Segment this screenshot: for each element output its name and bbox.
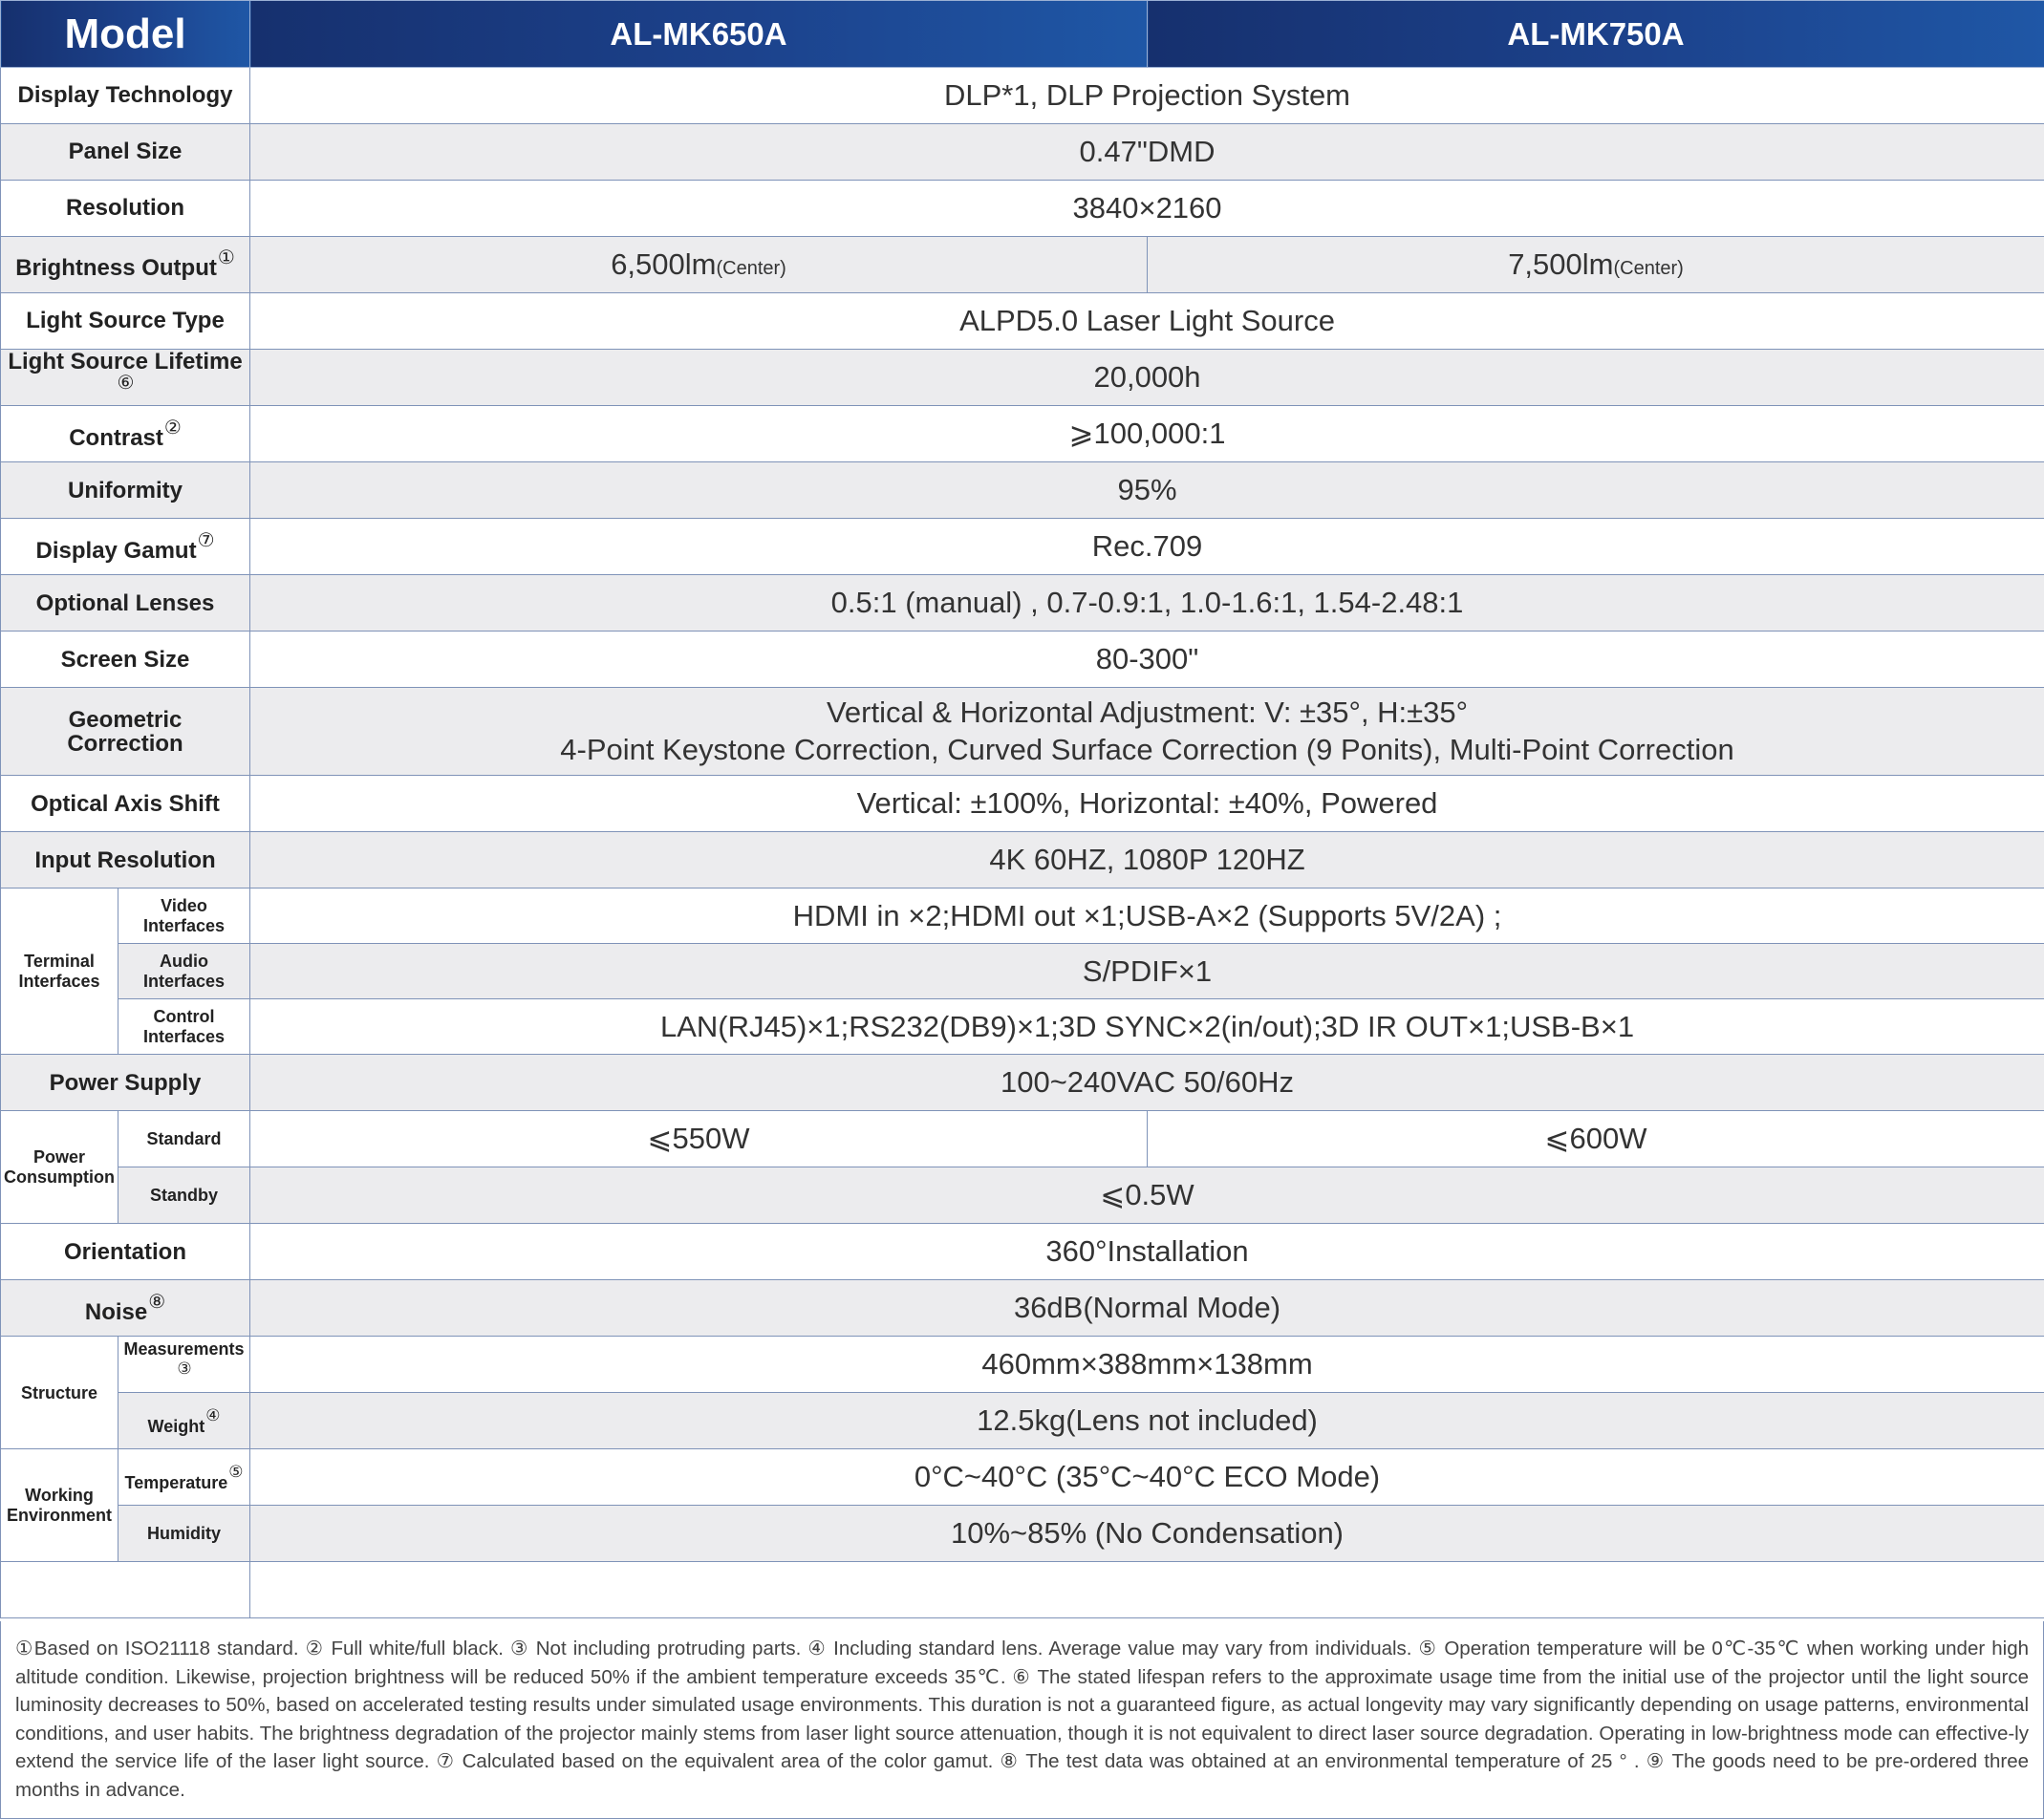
empty-cell	[1, 1562, 250, 1618]
row-value: 0.5:1 (manual) , 0.7-0.9:1, 1.0-1.6:1, 1.54-2.48:1	[250, 575, 2044, 632]
row-orientation	[1, 1224, 2044, 1280]
sub-label	[118, 944, 250, 999]
row-value: 460mm×388mm×138mm	[250, 1337, 2044, 1393]
group-label-power-consumption	[1, 1111, 118, 1224]
sub-label	[118, 1393, 250, 1449]
label-line-2: Consumption	[4, 1167, 115, 1187]
value-suffix: (Center)	[1613, 257, 1684, 279]
label-line-1: Control	[153, 1007, 215, 1027]
row-value: 20,000h	[250, 350, 2044, 406]
row-value: 10%~85% (No Condensation)	[250, 1506, 2044, 1562]
label-text: Contrast	[69, 424, 163, 451]
sub-label	[118, 889, 250, 944]
row-value: ⩾100,000:1	[250, 406, 2044, 462]
model-name-mk750a: AL-MK750A	[1148, 1, 2044, 68]
label-line-2: Environment	[6, 1505, 112, 1525]
row-optional-lenses	[1, 575, 2044, 632]
footnote-mark: ⑤	[228, 1462, 244, 1481]
row-value: 3840×2160	[250, 181, 2044, 237]
footnote-mark: ④	[205, 1405, 221, 1424]
row-label: Power Supply	[1, 1055, 250, 1111]
footnote-mark: ①	[217, 247, 235, 269]
row-value: ⩽0.5W	[250, 1167, 2044, 1224]
footnote-text: ①Based on ISO21118 standard. ② Full white/full black. ③ Not including protruding parts. ④ Including standard lens. Average value may vary from individuals. ⑤ Operation temperature will be 0℃-35℃ when working under high altitude condition. Likewise, projection brightness will be reduced 50% if the ambient temperature exceeds 35℃. ⑥ The stated lifespan refers to the approximate usage time from the initial use of the projector until the light source luminosity decreases to 50%, based on accelerated testing results under simulated usage environments. This duration is not a guaranteed figure, as actual longevity may vary significantly depending on usage patterns, environmental conditions, and user habits. The brightness degradation of the projector mainly stems from laser light source attenuation, though it is not equivalent to direct laser source degradation. Operating in low-brightness mode can effective-ly extend the service life of the laser light source. ⑦ Calculated based on the equivalent area of the color gamut. ⑧ The test data was obtained at an environmental temperature of 25 ° . ⑨ The goods need to be pre-ordered three months in advance.	[15, 1638, 2029, 1801]
row-geometric-correction	[1, 688, 2044, 776]
row-resolution	[1, 181, 2044, 237]
footnote-box	[0, 1621, 2044, 1819]
row-weight	[1, 1393, 2044, 1449]
group-label-structure: Structure	[1, 1337, 118, 1449]
row-panel-size	[1, 124, 2044, 181]
row-label	[1, 406, 250, 462]
label-text: Measurements	[123, 1339, 245, 1360]
brightness-value-mk750a	[1148, 237, 2044, 293]
row-label	[1, 237, 250, 293]
label-line-1: Video	[161, 896, 207, 916]
footnote-mark: ⑧	[148, 1291, 166, 1313]
row-light-source-type	[1, 293, 2044, 350]
power-value-mk750a: ⩽600W	[1148, 1111, 2044, 1167]
footnote-mark: ③	[177, 1359, 192, 1378]
row-measurements	[1, 1337, 2044, 1393]
header-row	[1, 1, 2044, 68]
label-line-2: Interfaces	[142, 1026, 226, 1046]
label-text: Temperature	[124, 1472, 228, 1492]
row-value: HDMI in ×2;HDMI out ×1;USB-A×2 (Supports 5V/2A) ;	[250, 889, 2044, 944]
footnote-mark: ②	[163, 417, 182, 439]
row-value: 360°Installation	[250, 1224, 2044, 1280]
label-line-2: Interfaces	[18, 971, 100, 991]
row-label: Screen Size	[1, 632, 250, 688]
row-value: Vertical: ±100%, Horizontal: ±40%, Powered	[250, 776, 2044, 832]
row-value: 80-300"	[250, 632, 2044, 688]
label-line-1: Working	[25, 1486, 94, 1506]
row-label	[1, 519, 250, 575]
footnote-mark: ⑦	[197, 529, 215, 551]
value-line-1: Vertical & Horizontal Adjustment: V: ±35°, H:±35°	[826, 696, 1469, 730]
row-value: LAN(RJ45)×1;RS232(DB9)×1;3D SYNC×2(in/out);3D IR OUT×1;USB-B×1	[250, 999, 2044, 1055]
row-label: Light Source Type	[1, 293, 250, 350]
row-label	[1, 350, 250, 406]
label-text: Light Source Lifetime	[8, 349, 243, 375]
label-line-1: Geometric	[68, 706, 183, 733]
row-light-source-lifetime	[1, 350, 2044, 406]
row-value: ALPD5.0 Laser Light Source	[250, 293, 2044, 350]
row-noise	[1, 1280, 2044, 1337]
row-value: 100~240VAC 50/60Hz	[250, 1055, 2044, 1111]
row-value: 36dB(Normal Mode)	[250, 1280, 2044, 1337]
row-label: Display Technology	[1, 68, 250, 124]
label-text: Noise	[84, 1298, 148, 1325]
row-value: 95%	[250, 462, 2044, 519]
sub-label: Humidity	[118, 1506, 250, 1562]
group-label-terminal-interfaces	[1, 889, 118, 1055]
value-suffix: (Center)	[716, 257, 786, 279]
label-line-2: Interfaces	[142, 915, 226, 935]
label-text: Weight	[147, 1416, 205, 1436]
row-label: Resolution	[1, 181, 250, 237]
value-text: 6,500lm	[611, 246, 717, 281]
label-line-1: Power	[32, 1147, 86, 1167]
brightness-value-mk650a	[250, 237, 1148, 293]
row-value	[250, 688, 2044, 776]
row-value: Rec.709	[250, 519, 2044, 575]
row-temperature	[1, 1449, 2044, 1506]
row-audio-interfaces	[1, 944, 2044, 999]
row-power-supply	[1, 1055, 2044, 1111]
label-line-2: Interfaces	[142, 971, 226, 991]
label-line-1: Audio	[160, 952, 208, 972]
row-input-resolution	[1, 832, 2044, 889]
row-power-standard	[1, 1111, 2044, 1167]
model-label: Model	[1, 1, 250, 68]
sub-label: Standby	[118, 1167, 250, 1224]
label-line-1: Terminal	[24, 952, 95, 972]
row-power-standby	[1, 1167, 2044, 1224]
row-empty	[1, 1562, 2044, 1618]
label-text: Display Gamut	[35, 537, 197, 564]
value-line-2: 4-Point Keystone Correction, Curved Surface Correction (9 Ponits), Multi-Point Correction	[560, 732, 1734, 766]
sub-label	[118, 1337, 250, 1393]
group-label-working-environment	[1, 1449, 118, 1562]
row-screen-size	[1, 632, 2044, 688]
row-brightness-output	[1, 237, 2044, 293]
sub-label: Standard	[118, 1111, 250, 1167]
row-label: Panel Size	[1, 124, 250, 181]
sub-label	[118, 999, 250, 1055]
row-display-technology	[1, 68, 2044, 124]
row-label	[1, 688, 250, 776]
power-value-mk650a: ⩽550W	[250, 1111, 1148, 1167]
row-label: Uniformity	[1, 462, 250, 519]
row-value: S/PDIF×1	[250, 944, 2044, 999]
label-text: Brightness Output	[15, 255, 217, 282]
row-control-interfaces	[1, 999, 2044, 1055]
row-humidity	[1, 1506, 2044, 1562]
row-label: Optional Lenses	[1, 575, 250, 632]
row-label: Orientation	[1, 1224, 250, 1280]
row-label: Input Resolution	[1, 832, 250, 889]
row-uniformity	[1, 462, 2044, 519]
row-value: DLP*1, DLP Projection System	[250, 68, 2044, 124]
row-value: 0°C~40°C (35°C~40°C ECO Mode)	[250, 1449, 2044, 1506]
row-value: 0.47"DMD	[250, 124, 2044, 181]
empty-cell	[250, 1562, 2044, 1618]
row-video-interfaces	[1, 889, 2044, 944]
row-label	[1, 1280, 250, 1337]
row-label: Optical Axis Shift	[1, 776, 250, 832]
row-optical-axis-shift	[1, 776, 2044, 832]
row-display-gamut	[1, 519, 2044, 575]
value-text: 7,500lm	[1508, 246, 1614, 281]
row-contrast	[1, 406, 2044, 462]
label-line-2: Correction	[67, 730, 183, 757]
footnote-mark: ⑥	[117, 373, 135, 395]
row-value: 12.5kg(Lens not included)	[250, 1393, 2044, 1449]
row-value: 4K 60HZ, 1080P 120HZ	[250, 832, 2044, 889]
model-name-mk650a: AL-MK650A	[250, 1, 1148, 68]
sub-label	[118, 1449, 250, 1506]
